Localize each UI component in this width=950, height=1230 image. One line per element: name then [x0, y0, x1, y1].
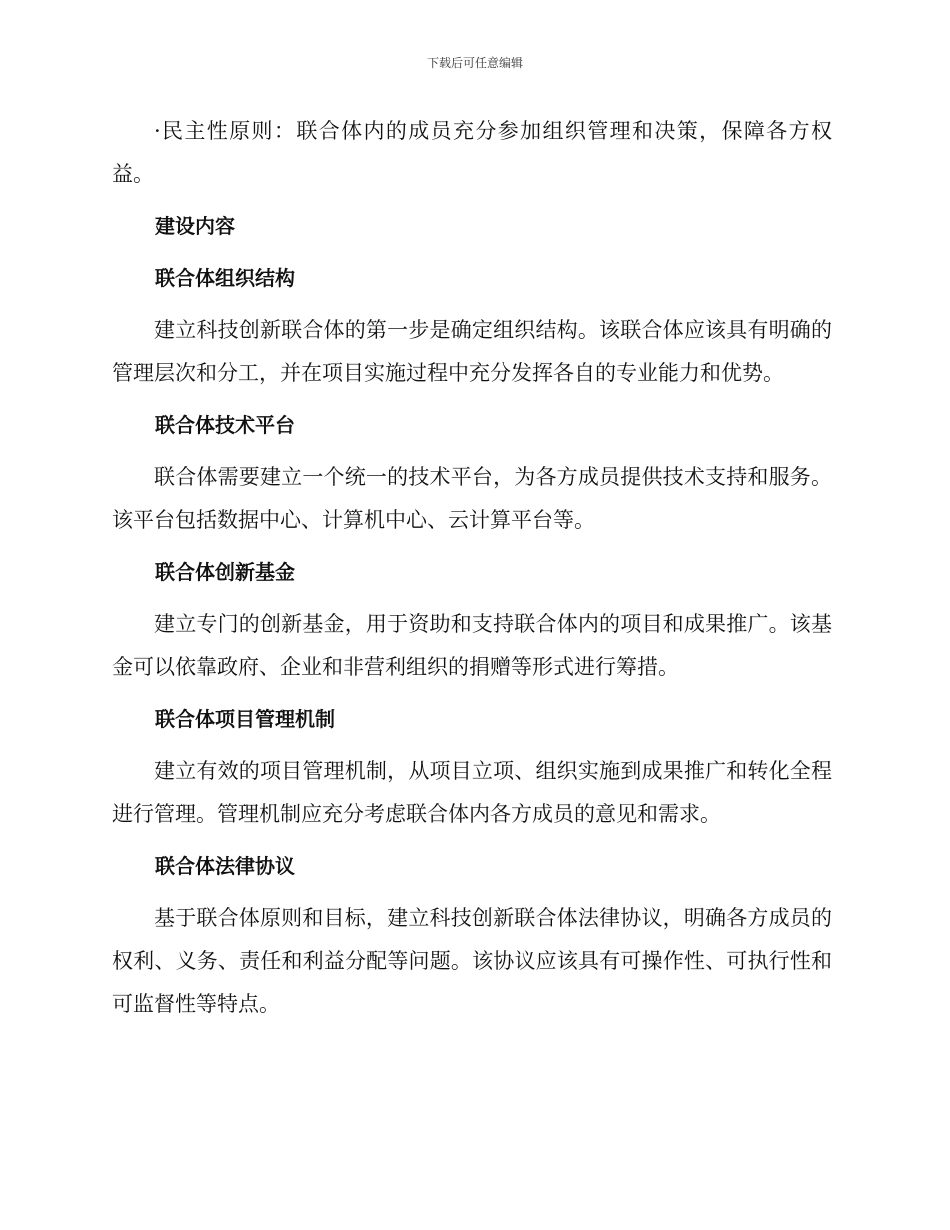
page-header: 下载后可任意编辑	[426, 56, 523, 70]
paragraph-tech-platform: 联合体需要建立一个统一的技术平台，为各方成员提供技术支持和服务。该平台包括数据中心、计算机中心、云计算平台等。	[112, 465, 832, 532]
paragraph-project-management: 建立有效的项目管理机制，从项目立项、组织实施到成果推广和转化全程进行管理。管理机制应充分考虑联合体内各方成员的意见和需求。	[112, 759, 832, 826]
paragraph-innovation-fund: 建立专门的创新基金，用于资助和支持联合体内的项目和成果推广。该基金可以依靠政府、企业和非营利组织的捐赠等形式进行筹措。	[112, 612, 832, 679]
subheading-project-management: 联合体项目管理机制	[155, 707, 335, 731]
subheading-org-structure: 联合体组织结构	[155, 266, 295, 290]
subheading-legal-agreement: 联合体法律协议	[155, 854, 295, 878]
paragraph-legal-agreement: 基于联合体原则和目标，建立科技创新联合体法律协议，明确各方成员的权利、义务、责任和利益分配等问题。该协议应该具有可操作性、可执行性和可监督性等特点。	[112, 906, 832, 1016]
document-body	[112, 110, 832, 1035]
principle-paragraph: ·民主性原则：联合体内的成员充分参加组织管理和决策，保障各方权益。	[112, 119, 832, 186]
subheading-innovation-fund: 联合体创新基金	[155, 560, 295, 584]
subheading-tech-platform: 联合体技术平台	[155, 413, 295, 437]
paragraph-org-structure: 建立科技创新联合体的第一步是确定组织结构。该联合体应该具有明确的管理层次和分工，并在项目实施过程中充分发挥各自的专业能力和优势。	[112, 318, 832, 385]
section-heading-construction: 建设内容	[155, 214, 235, 238]
